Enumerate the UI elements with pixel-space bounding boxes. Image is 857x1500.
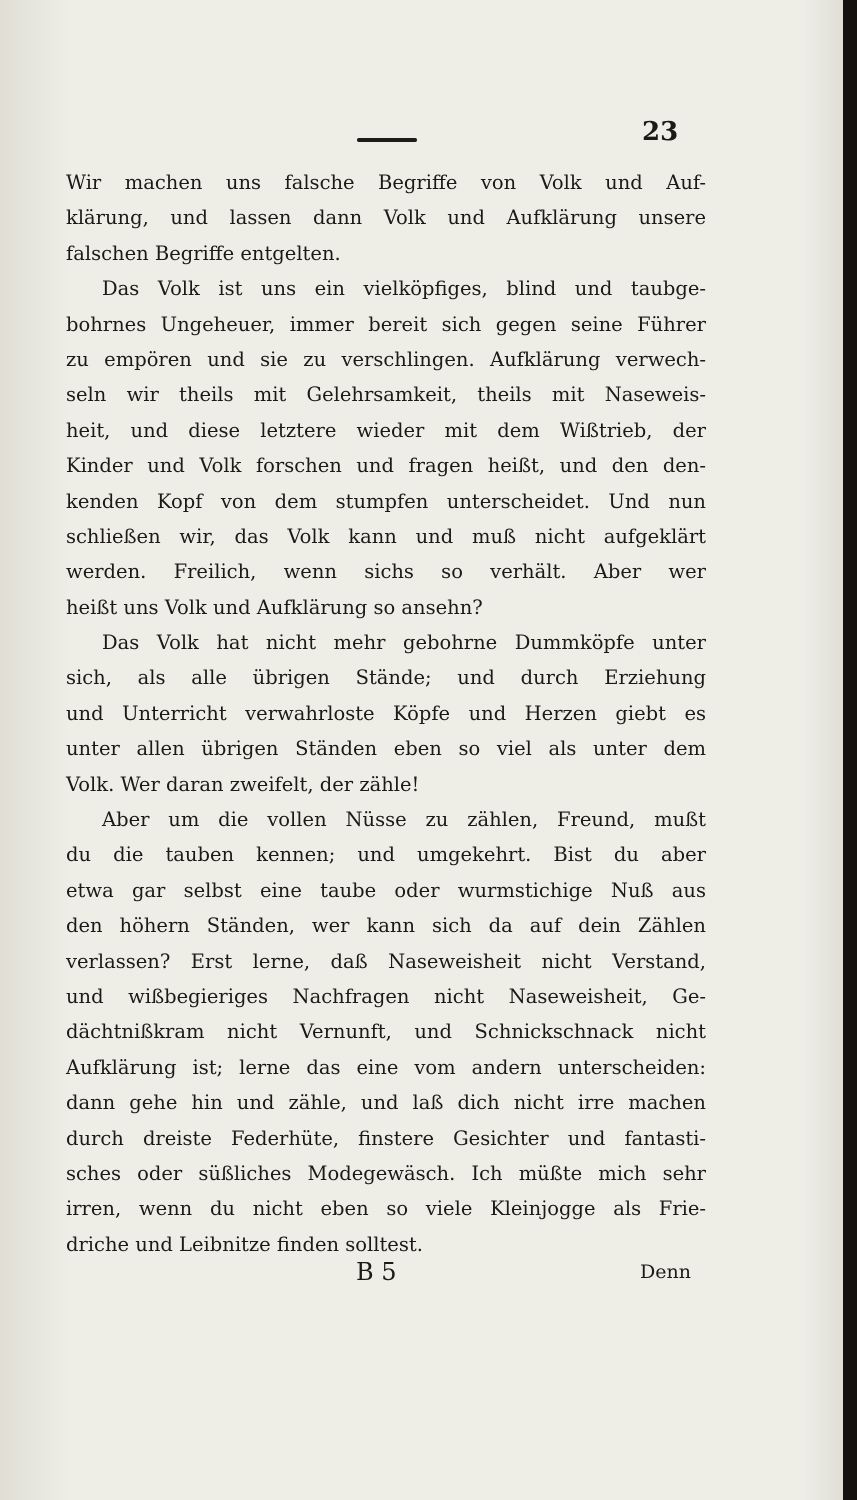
text-line: falschen Begriffe entgelten.: [66, 241, 341, 265]
page-number: 23: [642, 117, 679, 147]
text-line: Volk. Wer daran zweifelt, der zähle!: [66, 772, 420, 796]
text-line: sich, als alle übrigen Stände; und durch Erziehung: [66, 666, 706, 690]
text-line: werden. Freilich, wenn sichs so verhält. Aber wer: [66, 560, 706, 584]
text-line: Aber um die vollen Nüsse zu zählen, Freund, mußt: [102, 808, 706, 832]
signature-mark: B 5: [356, 1258, 397, 1286]
text-line: verlassen? Erst lerne, daß Naseweisheit nicht Verstand,: [66, 949, 706, 973]
text-line: und wißbegieriges Nachfragen nicht Naseweisheit, Ge-: [66, 984, 706, 1008]
text-line: klärung, und lassen dann Volk und Aufklärung unsere: [66, 206, 706, 230]
header-rule: [357, 138, 417, 142]
text-line: seln wir theils mit Gelehrsamkeit, theils mit Naseweis-: [66, 383, 706, 407]
text-line: driche und Leibnitze finden solltest.: [66, 1232, 423, 1256]
text-line: dann gehe hin und zähle, und laß dich nicht irre machen: [66, 1091, 706, 1115]
text-line: durch dreiste Federhüte, finstere Gesichter und fantasti-: [66, 1126, 706, 1150]
text-line: zu empören und sie zu verschlingen. Aufklärung verwech-: [66, 347, 706, 371]
text-line: kenden Kopf von dem stumpfen unterscheidet. Und nun: [66, 489, 706, 513]
text-line: etwa gar selbst eine taube oder wurmstichige Nuß aus: [66, 878, 706, 902]
text-line: Das Volk ist uns ein vielköpfiges, blind und taubge-: [102, 277, 706, 301]
catchword: Denn: [640, 1261, 691, 1283]
text-line: unter allen übrigen Ständen eben so viel als unter dem: [66, 737, 706, 761]
text-line: Wir machen uns falsche Begriffe von Volk und Auf-: [66, 171, 706, 194]
text-line: sches oder süßliches Modegewäsch. Ich müßte mich sehr: [66, 1161, 706, 1185]
text-line: heit, und diese letztere wieder mit dem Wißtrieb, der: [66, 418, 706, 442]
text-line: irren, wenn du nicht eben so viele Kleinjogge als Frie-: [66, 1197, 706, 1221]
text-line: den höhern Ständen, wer kann sich da auf dein Zählen: [66, 914, 706, 938]
text-line: heißt uns Volk und Aufklärung so ansehn?: [66, 595, 483, 619]
text-line: du die tauben kennen; und umgekehrt. Bist du aber: [66, 843, 706, 867]
text-line: Aufklärung ist; lerne das eine vom andern unterscheiden:: [66, 1055, 706, 1079]
text-line: und Unterricht verwahrloste Köpfe und Herzen giebt es: [66, 701, 706, 725]
text-line: schließen wir, das Volk kann und muß nicht aufgeklärt: [66, 524, 706, 548]
body-text: [66, 165, 706, 1262]
text-line: bohrnes Ungeheuer, immer bereit sich gegen seine Führer: [66, 312, 706, 336]
text-line: Das Volk hat nicht mehr gebohrne Dummköpfe unter: [102, 631, 706, 655]
text-line: dächtnißkram nicht Vernunft, und Schnickschnack nicht: [66, 1020, 706, 1044]
text-line: Kinder und Volk forschen und fragen heißt, und den den-: [66, 454, 706, 478]
spine-shadow: [843, 0, 857, 1500]
